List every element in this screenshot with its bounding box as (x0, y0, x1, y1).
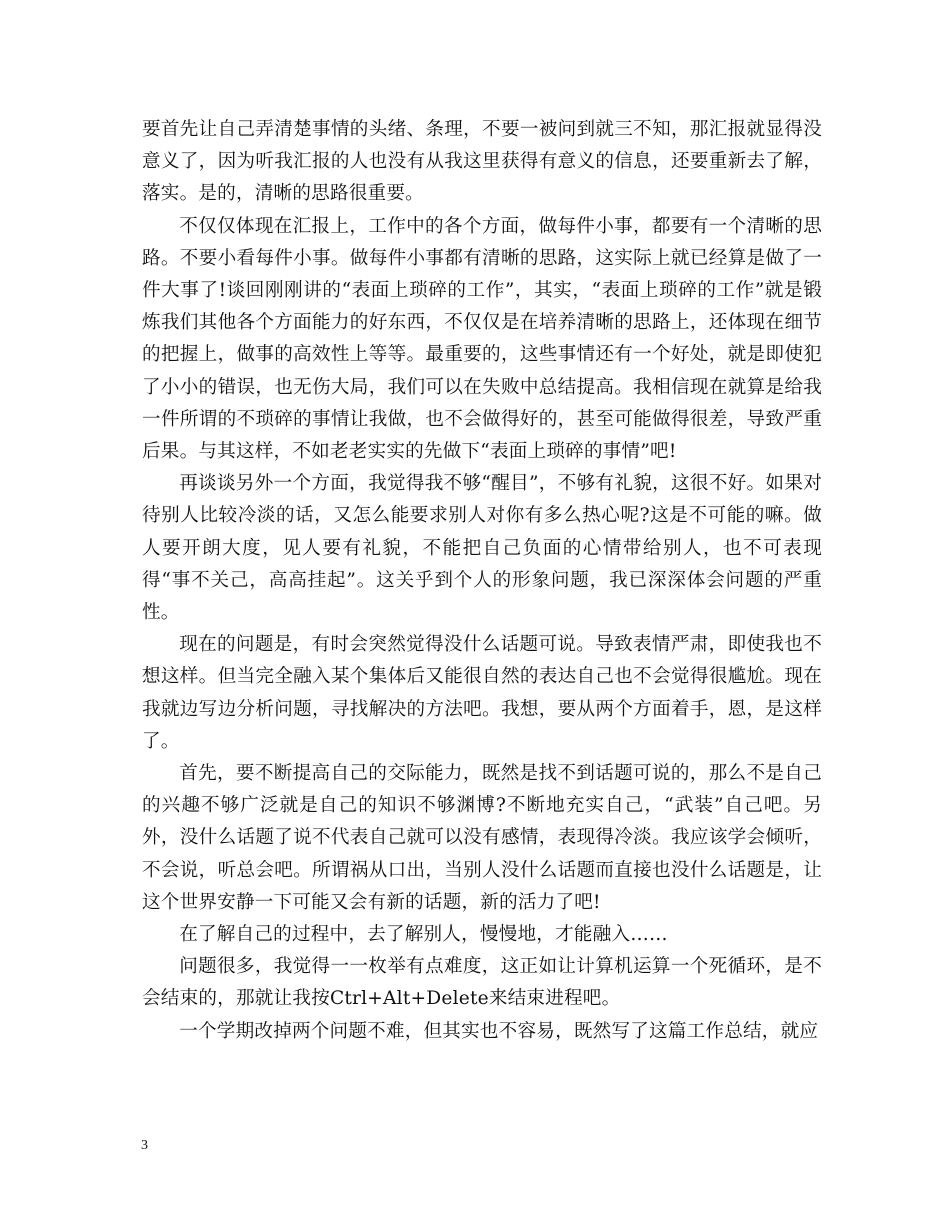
paragraph: 问题很多，我觉得一一枚举有点难度，这正如让计算机运算一个死循环，是不会结束的，那就让我按Ctrl+Alt+Delete来结束进程吧。 (142, 956, 822, 1010)
paragraph: 一个学期改掉两个问题不难，但其实也不容易，既然写了这篇工作总结，就应 (179, 1020, 819, 1042)
paragraph: 要首先让自己弄清楚事情的头绪、条理，不要一被问到就三不知，那汇报就显得没意义了，因为听我汇报的人也没有从我这里获得有意义的信息，还要重新去了解，落实。是的，清晰的思路很重要。 (142, 119, 822, 205)
page-number: 3 (141, 1138, 148, 1153)
paragraph: 现在的问题是，有时会突然觉得没什么话题可说。导致表情严肃，即使我也不想这样。但当完全融入某个集体后又能很自然的表达自己也不会觉得很尴尬。现在我就边写边分析问题，寻找解决的方法吧。我想，要从两个方面着手，恩，是这样了。 (142, 634, 822, 752)
body-text (142, 114, 822, 1048)
paragraph: 首先，要不断提高自己的交际能力，既然是找不到话题可说的，那么不是自己的兴趣不够广泛就是自己的知识不够渊博?不断地充实自己，“武装”自己吧。另外，没什么话题了说不代表自己就可以没有感情，表现得冷淡。我应该学会倾听，不会说，听总会吧。所谓祸从口出，当别人没什么话题而直接也没什么话题是，让这个世界安静一下可能又会有新的话题，新的活力了吧! (142, 763, 822, 913)
paragraph: 再谈谈另外一个方面，我觉得我不够“醒目”，不够有礼貌，这很不好。如果对待别人比较冷淡的话，又怎么能要求别人对你有多么热心呢?这是不可能的嘛。做人要开朗大度，见人要有礼貌，不能把自己负面的心情带给别人，也不可表现得“事不关己，高高挂起”。这关乎到个人的形象问题，我已深深体会问题的严重性。 (142, 473, 822, 624)
paragraph: 不仅仅体现在汇报上，工作中的各个方面，做每件小事，都要有一个清晰的思路。不要小看每件小事。做每件小事都有清晰的思路，这实际上就已经算是做了一件大事了!谈回刚刚讲的“表面上琐碎的工作”，其实，“表面上琐碎的工作”就是锻炼我们其他各个方面能力的好东西，不仅仅是在培养清晰的思路上，还体现在细节的把握上，做事的高效性上等等。最重要的，这些事情还有一个好处，就是即使犯了小小的错误，也无伤大局，我们可以在失败中总结提高。我相信现在就算是给我一件所谓的不琐碎的事情让我做，也不会做得好的，甚至可能做得很差，导致严重后果。与其这样，不如老老实实的先做下“表面上琐碎的事情”吧! (142, 215, 822, 463)
paragraph: 在了解自己的过程中，去了解别人，慢慢地，才能融入…… (179, 924, 668, 946)
